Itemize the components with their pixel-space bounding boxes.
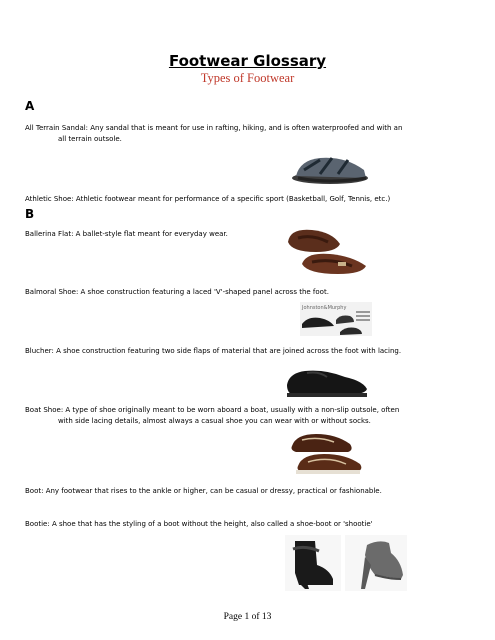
ballerina-flat-image [282,222,370,278]
entry-boot: Boot: Any footwear that rises to the ankle or higher, can be casual or dressy, practical or fashionable. [25,487,382,495]
section-letter-b: B [25,207,35,221]
entry-text-continued: with side lacing details, almost always a casual shoe you can wear with or without socks. [58,417,371,425]
entry-boat-shoe [25,405,470,427]
entry-text: Boat Shoe: A type of shoe originally meant to be worn aboard a boat, usually with a non-slip outsole, often [25,406,400,414]
entry-athletic-shoe: Athletic Shoe: Athletic footwear meant for performance of a specific sport (Basketball, Golf, Tennis, etc.) [25,195,391,203]
balmoral-shoe-image [300,302,372,336]
page-number: Page 1 of 13 [223,612,272,622]
page-subtitle: Types of Footwear [200,71,295,85]
bootie-image-black [285,535,341,591]
entry-balmoral-shoe: Balmoral Shoe: A shoe construction featuring a laced 'V'-shaped panel across the foot. [25,288,329,296]
entry-ballerina-flat: Ballerina Flat: A ballet-style flat meant for everyday wear. [25,230,228,238]
blucher-image [283,361,369,399]
page-title: Footwear Glossary [168,52,327,70]
entry-bootie: Bootie: A shoe that has the styling of a boot without the height, also called a shoe-boot or 'shootie' [25,520,373,528]
entry-all-terrain-sandal [25,123,470,145]
boat-shoe-image [288,426,368,478]
brand-logo-text: Johnston&Murphy [302,305,347,311]
entry-text-continued: all terrain outsole. [58,135,122,143]
entry-blucher: Blucher: A shoe construction featuring two side flaps of material that are joined across the foot with lacing. [25,347,402,355]
sandal-image [290,148,370,186]
entry-text: All Terrain Sandal: Any sandal that is meant for use in rafting, hiking, and is often waterproofed and with an [25,124,403,132]
section-letter-a: A [25,99,35,113]
bootie-image-gray [345,535,407,591]
